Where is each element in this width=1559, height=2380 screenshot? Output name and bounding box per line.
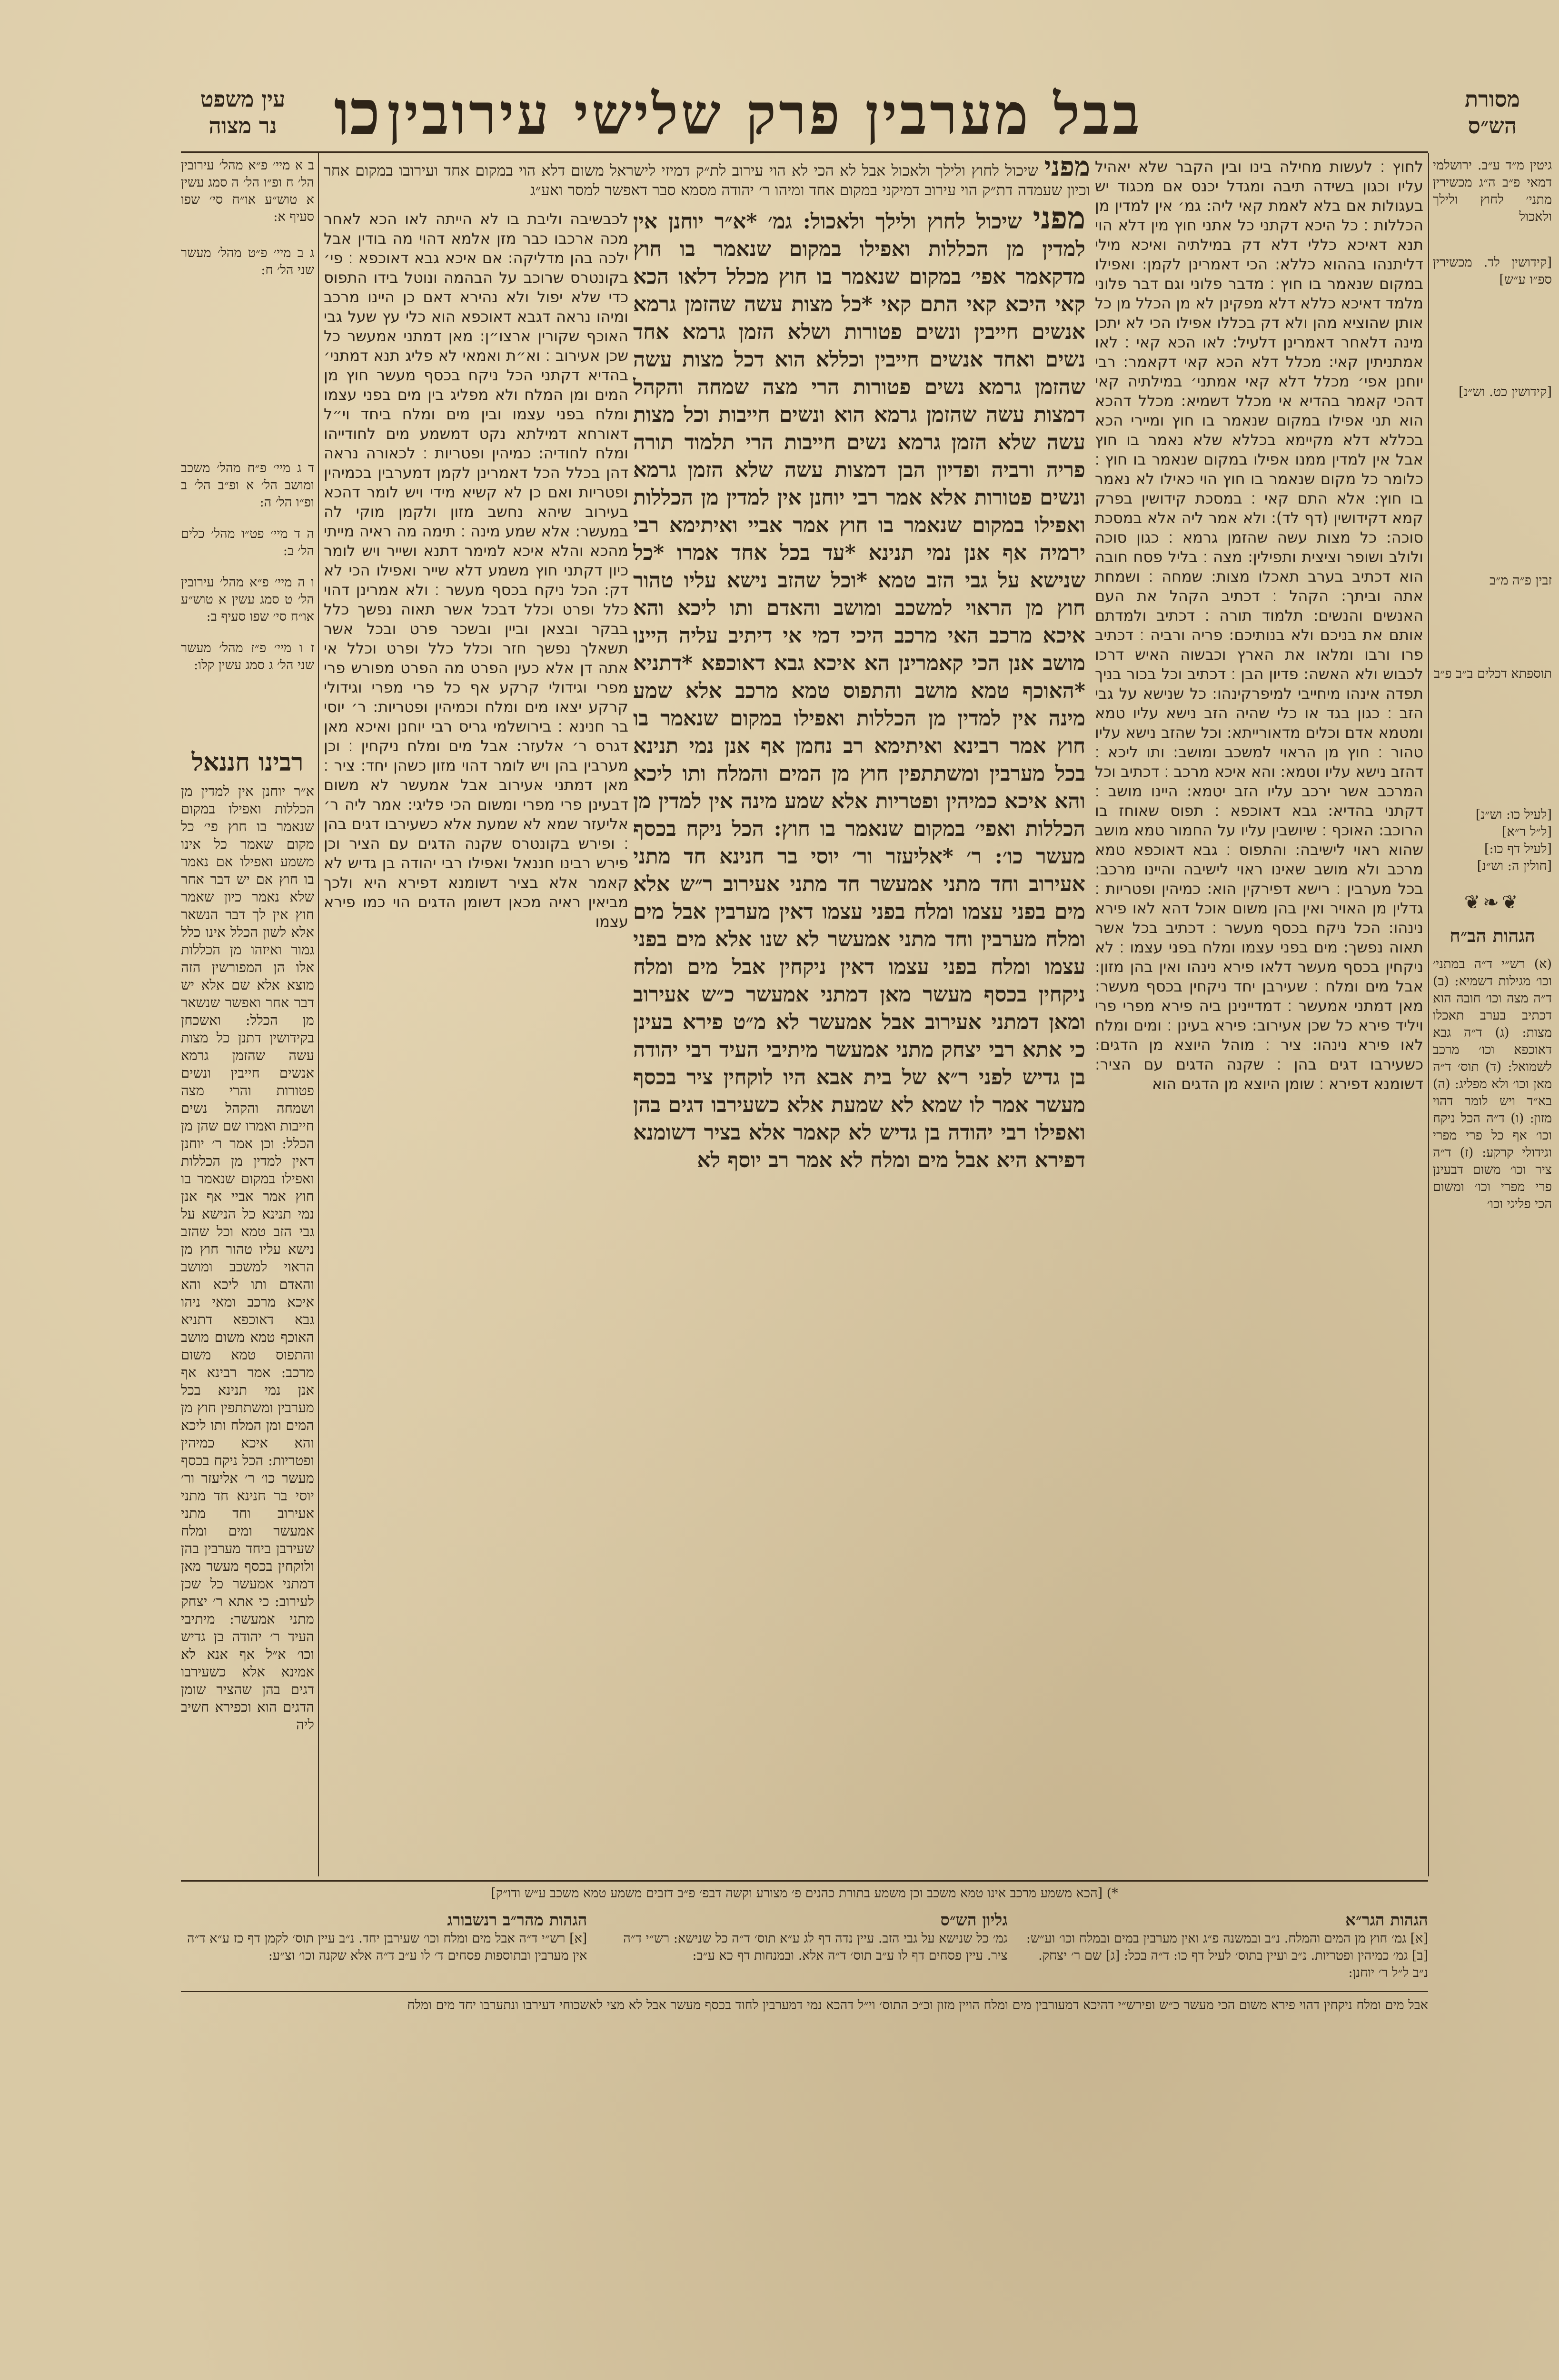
gilyon-hashas-text: גמ׳ כל שנישא על גבי הזב. עיין נדה דף לג ע״א תוס׳ ד״ה כל שנישא: רש״י ד״ה ציר. עיין פסחים דף לו ע״ב תוס׳ ד״ה אלא. ובמנחות דף כא ע״ב: — [623, 1931, 1008, 1963]
hagahot-mahar-text: [א] רש״י ד״ה אבל מים ומלח וכו׳ שעירבן יחד. נ״ב עיין תוס׳ לקמן דף כז ע״א ד״ה אין מערבין ובתוספות פסחים ד׳ לו ע״ב ד״ה אלא שקנה וכו׳ וצ״ע: — [187, 1931, 587, 1963]
masoret-entry: [ל״ל ר״א] — [1502, 824, 1552, 839]
masoret-entry: זבין פ״ה מ״ב — [1489, 573, 1552, 588]
rashi-text: לחוץ ׃ לעשות מחילה בינו ובין הקבר שלא יאהיל עליו וכגון בשידה תיבה ומגדל יכנס אם מכגוד יש בעגולות אם בלא לאמת קאי ליה: גמ׳ אין למדין מן הכללות ׃ כל היכא דקתני כל אתני חוץ מין דלא הוי תנא דאיכא כללי דלא דק במילתיה ואיכא מילי דליתנהו בההוא כללא: הכי דאמרינן לקמן: ואפילו במקום שנאמר בו חוץ ׃ מדבר פלוני וגם דבר פלוני מלמד דאיכא כללא דלא מפקינן לא מן הכלל מן כל אותן שהוציא מהן ולא דק בכללו אפילו הכי לא יתכן מינה דלאחר דאמרינן דלעיל: לאו הכא קאי ׃ לאו אמתניתין קאי: מכלל דלא הכא קאי דקאמר: רבי יוחנן אפי׳ מכלל דלא קאי אמתני׳ במילתיה קאי דהכי קאמר בהדיא אי מכלל דשמיא: מכלל דהכא הוא תני אפילו במקום שנאמר בו חוץ ומיירי הכא בכללא דלא מקיימא בכללא שלא נאמר בו חוץ אבל אין למדין ממנו אפילו במקום שנאמר בו חוץ ׃ כלומר כל מקום שנאמר בו חוץ הוי כאילו לא נאמר בו חוץ: אלא התם קאי ׃ במסכת קידושין בפרק קמא דקידושין (דף לד): ולא אמר ליה אלא במסכת סוכה: כל מצות עשה שהזמן גרמא ׃ כגון סוכה ולולב ושופר וציצית ותפילין: מצה ׃ בליל פסח חובה הוא דכתיב בערב תאכלו מצות: שמחה ׃ ושמחת אתה וביתך: הקהל ׃ דכתיב הקהל את העם האנשים והנשים: תלמוד תורה ׃ דכתיב ולמדתם אותם את בניכם ולא בנותיכם: פריה ורביה ׃ דכתיב פרו ורבו ומלאו את הארץ וכבשוה האיש דרכו לכבוש ולא האשה: פדיון הבן ׃ דכתיב וכל בכור בניך תפדה אינהו מיחייבי למיפרקינהו: כל שנישא על גבי הזב ׃ כגון בגד או כלי שהיה הזב נישא עליו טמא ומטמא אדם וכלים מדאורייתא: וכל שהזב נישא עליו טהור ׃ חוץ מן הראוי למשכב ומושב: ותו ליכא ׃ דהזב נישא עליו וטמא: והא איכא מרכב ׃ דכתיב וכל המרכב אשר ירכב עליו הזב יטמא: היינו מושב ׃ דקתני בהדיא: גבא דאוכפא ׃ תפוס שאוחז בו הרוכב: האוכף ׃ שיושבין עליו על החמור טמא מושב שהוא ראוי לישיבה: והתפוס ׃ גבא דאוכפא טמא מרכב ולא מושב שאינו ראוי לישיבה והיינו מרכב: בכל מערבין ׃ רישא דפירקין הוא: כמיהין ופטריות ׃ גדלין מן האויר ואין בהן משום אוכל דהא לאו פירא נינהו: הכל ניקח בכסף מעשר ׃ דכתיב בכל אשר תאוה נפשך: מים בפני עצמו ומלח בפני עצמו ׃ לא ניקחין בכסף מעשר דלאו פירא נינהו ואין בהן מזון: אבל מים ומלח ׃ שעירבן יחד ניקחין בכסף מעשר: מאן דמתני אמעשר ׃ דמדיינינן ביה פירא מפרי פרי ויליד פירא כל שכן אעירוב: פירא בעינן ׃ ומים ומלח לאו פירא נינהו: ציר ׃ מוהל היוצא מן הדגים: כשעירבו דגים בהן ׃ שקנה הדגים עם הציר: דשומנא דפירא ׃ שומן היוצא מן הדגים הוא — [1095, 158, 1423, 1093]
masoret-entry: [חולין ה: וש״נ] — [1477, 859, 1552, 873]
ein-mishpat-entry: ה ד מיי׳ פט״ו מהל׳ כלים הל׳ ב: — [181, 526, 314, 558]
hagahot-gra-text: [א] גמ׳ חוץ מן המים והמלח. נ״ב ובמשנה פ״ג ואין מערבין במים ובמלח וכו׳ וע״ש: [ב] גמ׳ כמיהין ופטריות. נ״ב ועיין בתוס׳ לעיל דף כו: ד״ה בכל: [ג] שם ר׳ יצחק. נ״ב ל״ל ר׳ יוחנן: — [1026, 1931, 1428, 1980]
masoret-entry: תוספתא דכלים ב״ב פ״ב — [1434, 666, 1552, 681]
header-rule — [181, 151, 1428, 153]
page-title: בבל מערבין פרק שלישי עירובין — [387, 81, 1142, 147]
gemara-opening-word: מפני — [1033, 205, 1085, 236]
ein-mishpat-heading: עין משפט נר מצוה — [200, 86, 286, 139]
ein-mishpat-entry: ג ב מיי׳ פ״ט מהל׳ מעשר שני הל׳ ח: — [181, 246, 314, 278]
mishnah-text: שיכול לחוץ ולילך ולאכול אבל לא הכי לא הוי עירוב לת״ק דמיזי לישראל משום דלא הוי במקום אחד ועירובו במקום אחר וכיון שעמדה דת״ק הוי עירוב דמיקני במקום אחד ומיהו ר׳ יהודה מסמא סבר דאפשר למסר ואע״ג — [324, 161, 1090, 199]
mishnah-block — [324, 157, 1090, 205]
tosafot-text: לכבשיבה וליבת בו לא הייתה לאו הכא לאחר מכה ארכבו כבר מזן אלמא דהוי מה בודין אבל ילכה בהן מדליקה: אם איכא גבא דאוכפא ׃ פי׳ בקונטרס שרוכב על הבהמה ונוטל בידו התפוס כדי שלא יפול ולא נהירא דאם כן היינו מרכב ומיהו נראה דגבא דאוכפא הוא כלי עץ שעל גבי האוכף שקורין ארצו״ן: מאן דמתני אמעשר כל שכן אעירוב ׃ וא״ת ואמאי לא פליג תנא דמתני׳ בהדיא דקתני הכל ניקח בכסף מעשר חוץ מן המים ומן המלח ולא מפליג בין מים בפני עצמו ומלח בפני עצמו ובין מים ומלח ביחד וי״ל דאורחא דמילתא נקט דמשמע מים לחודייהו ומלח לחודיה: כמיהין ופטריות ׃ לכאורה נראה דהן בכלל הכל דאמרינן לקמן דמערבין בכמיהין ופטריות ואם כן לא קשיא מידי ויש לומר דהכא בעירוב שיהא נחשב מזון ולקמן מוקי לה במעשר: אלא שמע מינה ׃ תימה מה ראיה מייתי מהכא והלא איכא למימר דתנא ושייר ויש לומר כיון דקתני חוץ משמע דלא שייר ואפילו הכי לא דק: הכל ניקח בכסף מעשר ׃ ולא אמרינן דהוי כלל ופרט וכלל דבכל אשר תאוה נפשך כלל בבקר ובצאן וביין ובשכר פרט ובכל אשר תשאלך נפשך חזר וכלל כלל ופרט וכלל אי אתה דן אלא כעין הפרט מה הפרט מפורש פרי מפרי וגידולי קרקע אף כל פרי מפרי וגידולי קרקע יצאו מים ומלח וכמיהין ופטריות: ר׳ יוסי בר חנינא ׃ בירושלמי גריס רבי יוחנן ואיכא מאן דגרס ר׳ אלעזר: אבל מים ומלח ניקחין ׃ וכן מערבין בהן ויש לומר דהוי מזון כשהן יחד: ציר ׃ מאן דמתני אעירוב אבל אמעשר לא משום דבעינן פרי מפרי ומשום הכי פליגי: אמר ליה ר׳ אליעזר שמא לא שמעת אלא כשעירבו דגים בהן ׃ ופירש בקונטרס שקנה הדגים עם הציר וכן פירש רבינו חננאל ואפילו רבי יהודה בן גדיש לא קאמר אלא בציר דשומנא דפירא היא ולכך מביאין ראיה מכאן דשומן הדגים הוי כמו פירא עצמו — [324, 210, 628, 931]
left-margin-rule — [318, 153, 319, 1876]
masoret-entry: גיטין מ״ד ע״ב. ירושלמי דמאי פ״ב ה״ג מכשירין מתני׳ לחוץ ולילך ולאכול — [1433, 158, 1552, 224]
hagahot-bach-title: הגהות הב״ח — [1450, 925, 1535, 946]
masoret-entry: [לעיל דף כו:] — [1484, 842, 1552, 856]
gemara-body: שיכול לחוץ ולילך ולאכול: גמ׳ *א״ר יוחנן אין למדין מן הכללות ואפילו במקום שנאמר בו חוץ מדקאמר אפי׳ במקום שנאמר בו חוץ מכלל דלאו הכא קאי היכא קאי התם קאי *כל מצות עשה שהזמן גרמא אנשים חייבין ונשים פטורות ושלא הזמן גרמא אחד נשים ואחד אנשים חייבין וכללא הוא דכל מצות עשה שהזמן גרמא נשים פטורות הרי מצה שמחה והקהל דמצות עשה שהזמן גרמא הוא ונשים חייבות וכל מצות עשה שלא הזמן גרמא נשים חייבות הרי תלמוד תורה פריה ורביה ופדיון הבן דמצות עשה שלא הזמן גרמא ונשים פטורות אלא אמר רבי יוחנן אין למדין מן הכללות ואפילו במקום שנאמר בו חוץ אמר אביי ואיתימא רבי ירמיה אף אנן נמי תנינא *עד בכל אחד אמרו *כל שנישא על גבי הזב טמא *וכל שהזב נישא עליו טהור חוץ מן הראוי למשכב ומושב והאדם ותו ליכא והא איכא מרכב האי מרכב היכי דמי אי דיתיב עליה היינו מושב אנן הכי קאמרינן הא איכא גבא דאוכפא *דתניא *האוכף טמא מושב והתפוס טמא מרכב אלא שמע מינה אין למדין מן הכללות ואפילו במקום שנאמר בו חוץ אמר רבינא ואיתימא רב נחמן אף אנן נמי תנינא בכל מערבין ומשתתפין חוץ מן המים והמלח ותו ליכא והא איכא כמיהין ופטריות אלא שמע מינה אין למדין מן הכללות ואפי׳ במקום שנאמר בו חוץ: הכל ניקח בכסף מעשר כו׳: ר׳ *אליעזר ור׳ יוסי בר חנינא חד מתני אעירוב וחד מתני אמעשר חד מתני אעירוב ר״ש אלא מים בפני עצמו ומלח בפני עצמו דאין מערבין אבל מים ומלח מערבין וחד מתני אמעשר לא שנו אלא מים בפני עצמו ומלח בפני עצמו דאין ניקחין אבל מים ומלח ניקחין בכסף מעשר מאן דמתני אמעשר כ״ש אעירוב ומאן דמתני אעירוב אבל אמעשר לא מ״ט פירא בעינן כי אתא רבי יצחק מתני אמעשר מיתיבי העיד רבי יהודה בן גדיש לפני ר״א של בית אבא היו לוקחין ציר בכסף מעשר אמר לו שמא לא שמעת אלא כשעירבו דגים בהן ואפילו רבי יהודה בן גדיש לא קאמר אלא בציר דשומנא דפירא היא אבל מים ומלח לא אמר רב יוסף לא — [633, 209, 1085, 1172]
footnote-star: *) [הכא משמע מרכב אינו טמא משכב וכן משמע בתורת כהנים פ׳ מצורע וקשה דבפ׳ פ״ב דזבים משמע טמא משכב ע״ש ודו״ק] — [491, 1886, 1118, 1901]
gilyon-hashas-title: גליון הש״ס — [940, 1911, 1008, 1930]
tosafot-commentary — [324, 209, 628, 1875]
masoret-entry: [לעיל כו: וש״נ] — [1475, 807, 1552, 822]
hagahot-gra-title: הגהות הגר״א — [1345, 1911, 1428, 1930]
masoret-hashas-column — [1433, 157, 1552, 1871]
bottom-rule — [181, 1880, 1428, 1882]
folio-number: כו — [334, 76, 380, 149]
rashi-commentary — [1095, 157, 1423, 1880]
ornament-divider: ❦❧❦ — [1464, 892, 1521, 913]
rabbeinu-chananel-column — [181, 743, 314, 1875]
rabbeinu-chananel-text: א״ר יוחנן אין למדין מן הכללות ואפילו במקום שנאמר בו חוץ פי׳ כל מקום שאמר כל אינו משמע ואפילו אם נאמר בו חוץ אם יש דבר אחר שלא נאמר כיון שאמר חוץ אין לך דבר הנשאר אלא לשון הכלל אינו כלל גמור ואיזהו מן הכללות אלו הן המפורשין הזה מוצא אלא שם אלא יש דבר אחר ואפשר שנשאר מן הכלל: ואשכחן בקידושין דתנן כל מצות עשה שהזמן גרמא אנשים חייבין ונשים פטורות והרי מצה ושמחה והקהל נשים חייבות ואמרו שם שהן מן הכלל: וכן אמר ר׳ יוחנן דאין למדין מן הכללות ואפילו במקום שנאמר בו חוץ אמר אביי אף אנן נמי תנינא כל הנישא על גבי הזב טמא וכל שהזב נישא עליו טהור חוץ מן הראוי למשכב ומושב והאדם ותו ליכא והא איכא מרכב ומאי ניהו גבא דאוכפא דתניא האוכף טמא משום מושב והתפוס טמא משום מרכב: אמר רבינא אף אנן נמי תנינא בכל מערבין ומשתתפין חוץ מן המים ומן המלח ותו ליכא והא איכא כמיהין ופטריות: הכל ניקח בכסף מעשר כו׳ ר׳ אליעזר ור׳ יוסי בר חנינא חד מתני אעירוב וחד מתני אמעשר ומים ומלח שעירבן ביחד מערבין בהן ולוקחין בכסף מעשר מאן דמתני אמעשר כל שכן לעירוב: כי אתא ר׳ יצחק מתני אמעשר: מיתיבי העיד ר׳ יהודה בן גדיש וכו׳ א״ל אף אנא לא אמינא אלא כשעירבו דגים בהן שהציר שומן הדגים הוא וכפירא חשיב ליה — [181, 783, 314, 1733]
gemara-main-text — [633, 205, 1085, 1614]
ein-mishpat-column — [181, 157, 314, 776]
footer-rule — [181, 1991, 1428, 1992]
footer-note: אבל מים ומלח ניקחין דהוי פירא משום הכי מעשר כ״ש ופירש״י דהיכא דמעורבין מים ומלח הויין מזון וכ״כ התוס׳ וי״ל דהכא נמי דמערבין לחוד בכסף מעשר אבל לא מצי לאשכוחי דעירבו ונתערבו יחד מים ומלח — [407, 1998, 1428, 2013]
ein-mishpat-entry: ד ג מיי׳ פ״ח מהל׳ משכב ומושב הל׳ א ופ״ב הל׳ ב ופ״ו הל׳ ה: — [181, 461, 314, 510]
mishnah-opening-word: מפני — [1044, 157, 1090, 182]
hagahot-bach-text: (א) רש״י ד״ה במתני׳ וכו׳ מגילות דשמיא: (ב) ד״ה מצה וכו׳ חובה הוא דכתיב בערב תאכלו מצות: (ג) ד״ה גבא דאוכפא וכו׳ מרכב לשמואל: (ד) תוס׳ ד״ה מאן וכו׳ ולא מפליג: (ה) בא״ד ויש לומר דהוי מזון: (ו) ד״ה הכל ניקח וכו׳ אף כל פרי מפרי וגידולי קרקע: (ז) ד״ה ציר וכו׳ משום דבעינן פרי מפרי וכו׳ ומשום הכי פליגי וכו׳ — [1433, 957, 1552, 1211]
masoret-hashas-heading: מסורת הש״ס — [1465, 86, 1520, 139]
rabbeinu-chananel-title: רבינו חננאל — [191, 748, 304, 777]
bottom-notes — [181, 1885, 1428, 2380]
ein-mishpat-entry: ז ו מיי׳ פ״ז מהל׳ מעשר שני הל׳ ג סמג עשין קלו: — [181, 641, 314, 673]
masoret-entry: [קידושין כט. וש״נ] — [1459, 385, 1552, 399]
masoret-entry: [קידושין לד. מכשירין ספ״ו ע״ש] — [1433, 255, 1552, 287]
right-margin-rule — [1428, 153, 1429, 1876]
ein-mishpat-entry: ו ה מיי׳ פ״א מהל׳ עירובין הל׳ ט סמג עשין א טוש״ע או״ח סי׳ שפו סעיף ב: — [181, 575, 314, 624]
page-header — [0, 76, 1559, 148]
hagahot-mahar-title: הגהות מהר״ב רנשבורג — [447, 1911, 587, 1930]
ein-mishpat-entry: ב א מיי׳ פ״א מהל׳ עירובין הל׳ ח ופ״ו הל׳ ה סמג עשין א טוש״ע או״ח סי׳ שפו סעיף א: — [181, 158, 314, 224]
